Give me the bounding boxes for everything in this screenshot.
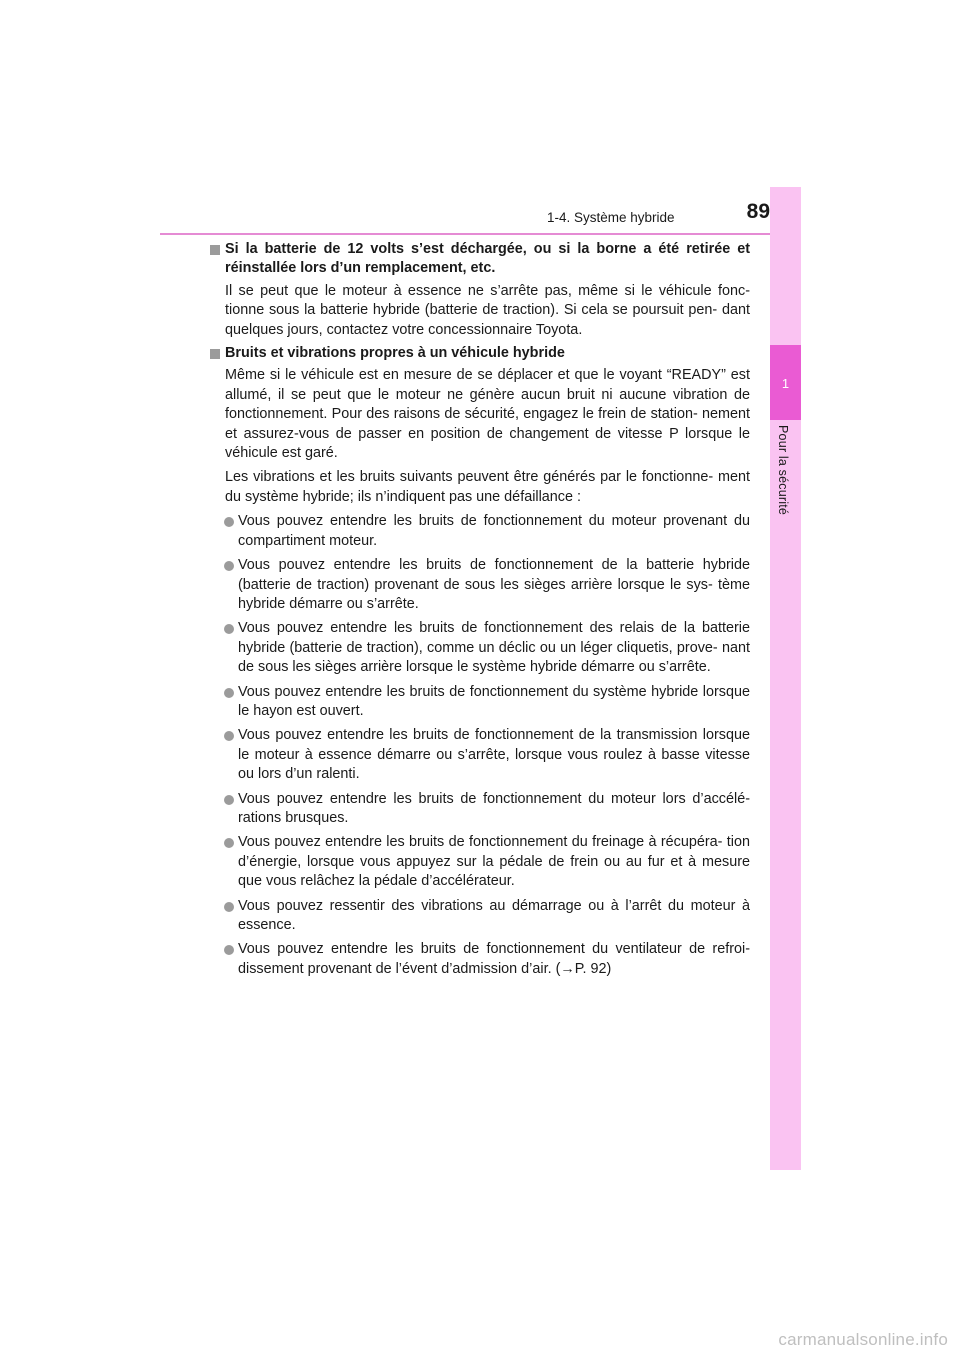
section-heading-text: Bruits et vibrations propres à un véhicule hybride — [225, 345, 565, 362]
list-item-text: Vous pouvez entendre les bruits de fonctionnement du moteur lors d’accélé- rations brusques. — [238, 790, 750, 826]
circle-bullet-icon — [224, 517, 234, 527]
chapter-label: Pour la sécurité — [776, 425, 790, 516]
list-item — [213, 897, 750, 936]
circle-bullet-icon — [224, 795, 234, 805]
list-item — [213, 726, 750, 784]
bullet-list — [213, 512, 750, 979]
section-battery-discharge — [213, 240, 750, 340]
circle-bullet-icon — [224, 624, 234, 634]
page-content — [213, 240, 750, 979]
list-item — [213, 833, 750, 891]
list-item-text: Vous pouvez entendre les bruits de fonctionnement du ventilateur de refroi- dissement provenant de l’évent d’admission d’air. (→P. 92) — [238, 941, 750, 977]
square-bullet-icon — [210, 245, 220, 255]
list-item — [213, 790, 750, 829]
chapter-tab-strip — [770, 187, 801, 1170]
list-item-text: Vous pouvez ressentir des vibrations au démarrage ou à l’arrêt du moteur à essence. — [238, 897, 750, 933]
circle-bullet-icon — [224, 945, 234, 955]
paragraph: Il se peut que le moteur à essence ne s’arrête pas, même si le véhicule fonc- tionne sous la batterie hybride (batterie de traction). Si cela se poursuit pen- dant quelques jours, contactez votre concessionnaire Toyota. — [225, 282, 750, 338]
list-item — [213, 512, 750, 551]
section-heading — [213, 240, 750, 279]
header-rule — [160, 233, 801, 235]
list-item — [213, 619, 750, 677]
section-heading-text: Si la batterie de 12 volts s’est déchargée, ou si la borne a été retirée et réinstallée lors d’un remplacement, etc. — [225, 241, 750, 277]
list-item-text: Vous pouvez entendre les bruits de fonctionnement de la transmission lorsque le moteur à essence démarre ou s’arrête, lorsque vous roulez à basse vitesse ou lors d’un ralenti. — [238, 727, 750, 783]
list-item-text: Vous pouvez entendre les bruits de fonctionnement du freinage à récupéra- tion d’énergie, lorsque vous appuyez sur la pédale de frein ou au fur et à mesure que vous relâchez la pédale d’accélérateur. — [238, 834, 750, 890]
section-heading — [213, 344, 750, 363]
list-item — [213, 556, 750, 614]
chapter-number: 1 — [781, 376, 790, 391]
page-number: 89 — [746, 200, 770, 223]
list-item — [213, 683, 750, 722]
paragraph: Même si le véhicule est en mesure de se déplacer et que le voyant “READY” est allumé, il se peut que le moteur ne génère aucun bruit ni aucune vibration de fonctionnement. Pour des raisons de sécurité, engagez le frein de station- nement et assurez-vous de passer en position de changement de vitesse P lorsque le véhicule est garé. — [225, 367, 750, 462]
list-item — [213, 940, 750, 979]
circle-bullet-icon — [224, 838, 234, 848]
section-title: 1-4. Système hybride — [547, 210, 675, 225]
watermark-text: carmanualsonline.info — [778, 1330, 948, 1349]
circle-bullet-icon — [224, 688, 234, 698]
list-item-text: Vous pouvez entendre les bruits de fonctionnement des relais de la batterie hybride (batterie de traction), comme un déclic ou un léger cliquetis, prove- nant de sous les sièges arrière lorsque le système hybride démarre ou s’arrête. — [238, 620, 750, 676]
list-item-text: Vous pouvez entendre les bruits de fonctionnement de la batterie hybride (batterie de traction) provenant de sous les sièges arrière lorsque le sys- tème hybride démarre ou s’arrête. — [238, 557, 750, 612]
section-hybrid-noises — [213, 344, 750, 979]
circle-bullet-icon — [224, 561, 234, 571]
list-item-text: Vous pouvez entendre les bruits de fonctionnement du moteur provenant du compartiment moteur. — [238, 513, 750, 549]
circle-bullet-icon — [224, 902, 234, 912]
circle-bullet-icon — [224, 731, 234, 741]
square-bullet-icon — [210, 349, 220, 359]
list-item-text: Vous pouvez entendre les bruits de fonctionnement du système hybride lorsque le hayon est ouvert. — [238, 683, 750, 719]
paragraph: Les vibrations et les bruits suivants peuvent être générés par le fonctionne- ment du système hybride; ils n’indiquent pas une défaillance : — [225, 469, 750, 505]
